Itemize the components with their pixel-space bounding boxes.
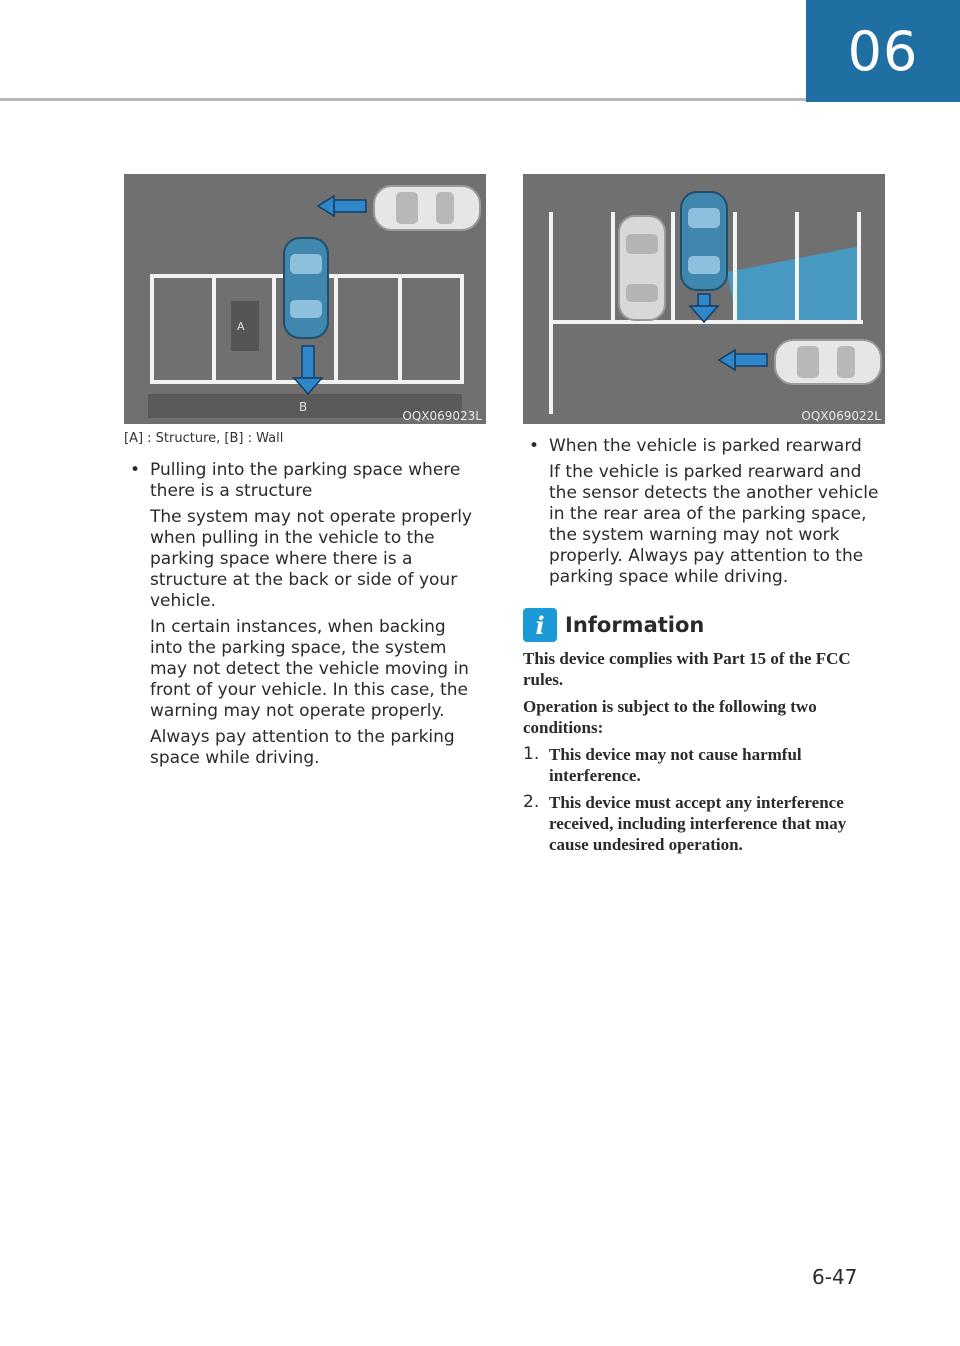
structure-block — [231, 301, 259, 351]
bullet-item — [124, 460, 480, 502]
parked-white-car-icon — [619, 216, 665, 320]
page-number: 6-47 — [812, 1265, 858, 1289]
moving-white-car-icon — [775, 340, 881, 384]
header-rule — [0, 98, 806, 101]
structure-label: A — [237, 320, 245, 333]
information-header — [523, 608, 887, 642]
item-text: This device may not cause harmful interference. — [549, 745, 802, 785]
blue-car-icon — [681, 192, 727, 290]
information-body — [523, 648, 887, 855]
information-text: Operation is subject to the following two conditions: — [523, 697, 817, 737]
paragraph: If the vehicle is parked rearward and the sensor detects the another vehicle in the rear area of the parking space, the system warning may not work properly. Always pay attention to the parking space while driving. — [549, 462, 879, 587]
item-text: This device must accept any interference received, including interference that may cause undesired operation. — [549, 793, 847, 854]
right-column — [523, 436, 887, 855]
figure-structure-illustration — [124, 174, 486, 424]
chapter-number: 06 — [847, 19, 919, 83]
figure-rearward-illustration — [523, 174, 885, 424]
left-column — [124, 460, 480, 769]
bullet-dot-icon: • — [529, 436, 540, 456]
bullet-title: When the vehicle is parked rearward — [549, 436, 862, 456]
item-number: 2. — [523, 792, 540, 812]
bullet-title: Pulling into the parking space where there is a structure — [150, 460, 461, 501]
figure-rearward-parking — [523, 174, 885, 424]
chapter-tab — [806, 0, 960, 102]
information-icon: i — [523, 608, 557, 642]
paragraph: The system may not operate properly when pulling in the vehicle to the parking space where there is a structure at the back or side of your vehicle. — [150, 507, 472, 611]
wall-label: B — [299, 400, 308, 414]
paragraph: In certain instances, when backing into the parking space, the system may not detect the vehicle moving in front of your vehicle. In this case, the warning may not operate properly. — [150, 617, 469, 721]
bullet-dot-icon: • — [130, 460, 141, 480]
information-title: Information — [565, 612, 705, 637]
white-car-icon — [374, 186, 480, 230]
bullet-item — [523, 436, 887, 457]
figure-structure-wall — [124, 174, 486, 424]
paragraph: Always pay attention to the parking space while driving. — [150, 727, 455, 768]
figure-code: OQX069022L — [801, 409, 881, 423]
numbered-item — [523, 792, 887, 855]
figure-code: OQX069023L — [402, 409, 482, 423]
blue-car-icon — [284, 238, 328, 338]
numbered-item — [523, 744, 887, 786]
information-text: This device complies with Part 15 of the FCC rules. — [523, 649, 851, 689]
item-number: 1. — [523, 744, 540, 764]
figure-caption: [A] : Structure, [B] : Wall — [124, 431, 284, 446]
